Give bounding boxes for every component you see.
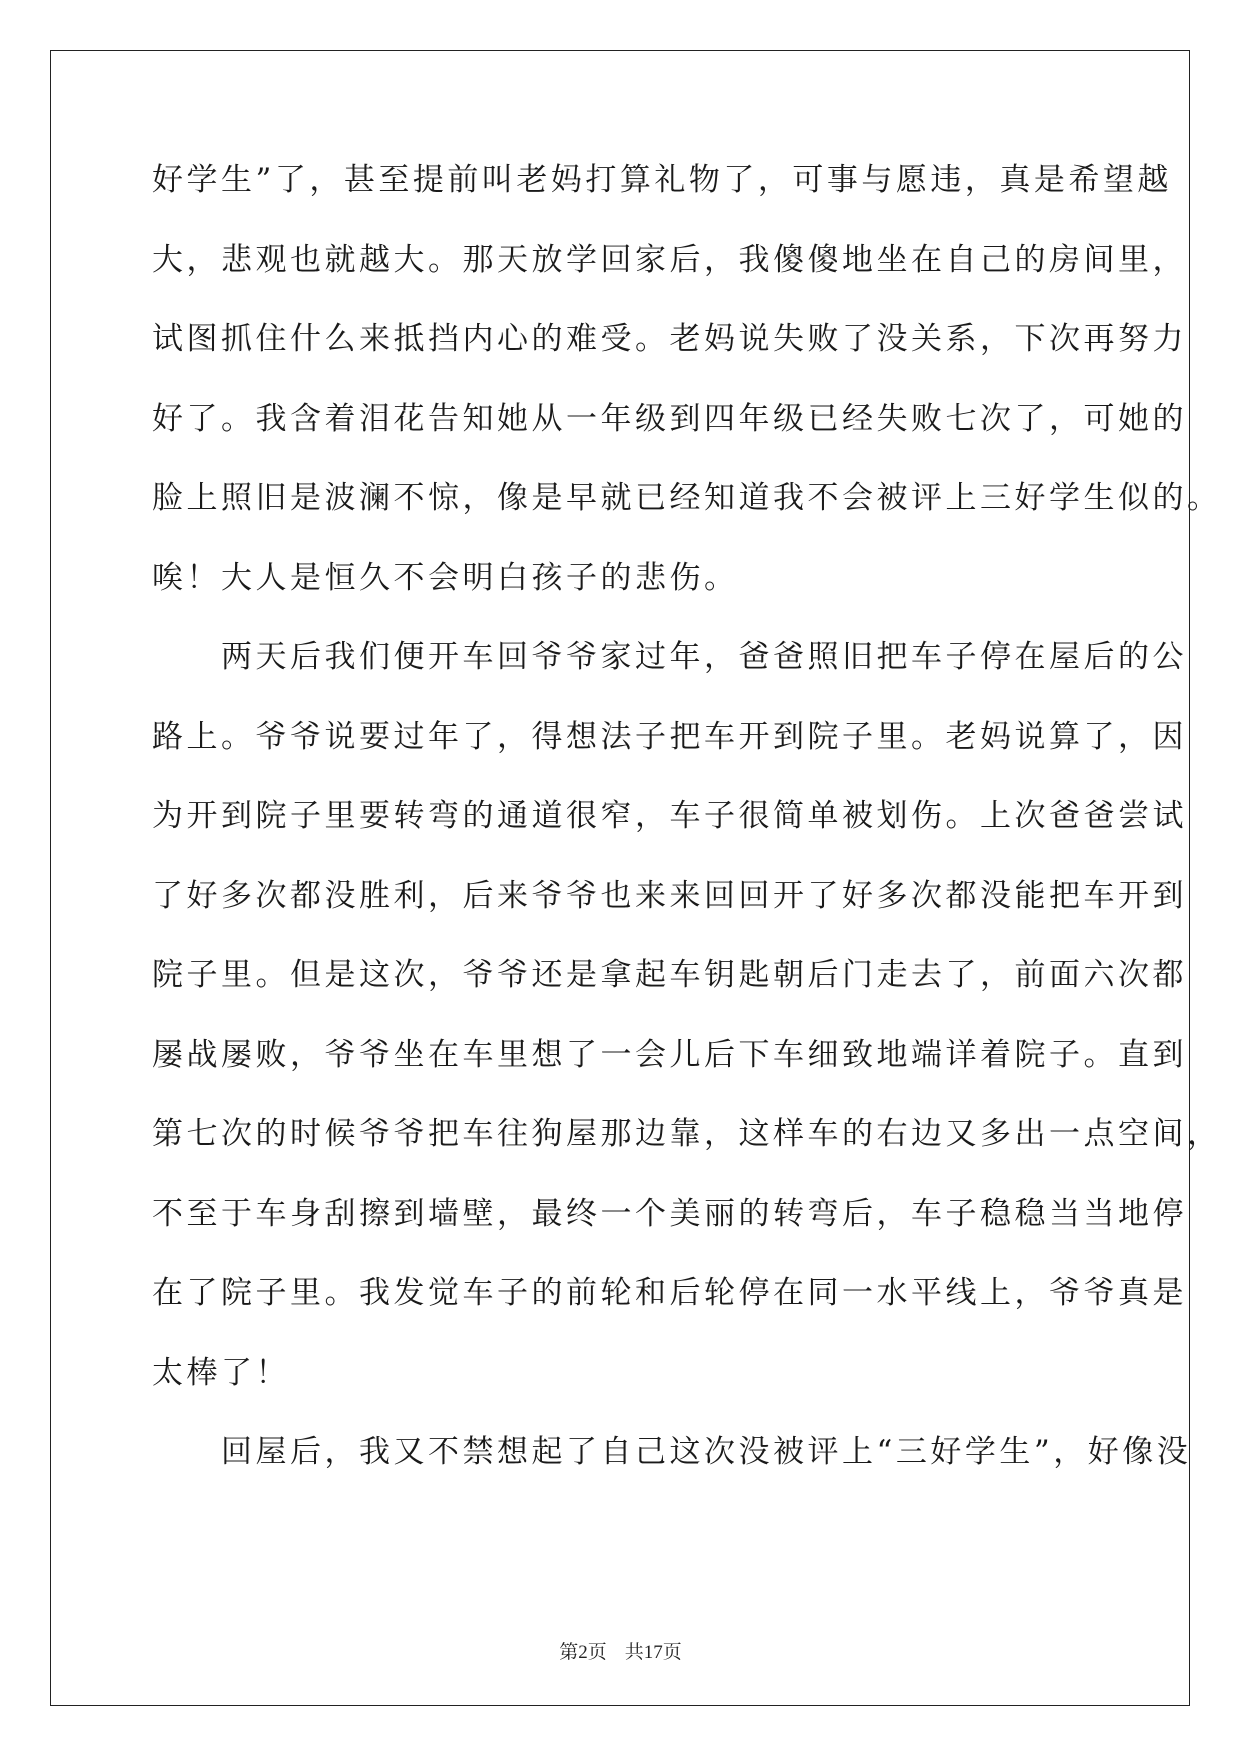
text-line: 了好多次都没胜利，后来爷爷也来来回回开了好多次都没能把车开到 bbox=[152, 877, 1187, 914]
text-line: 为开到院子里要转弯的通道很窄，车子很简单被划伤。上次爸爸尝试 bbox=[152, 798, 1187, 834]
text-line: 路上。爷爷说要过年了，得想法子把车开到院子里。老妈说算了，因 bbox=[152, 718, 1187, 755]
page-number: 第2页 bbox=[559, 1642, 607, 1663]
text-line: 在了院子里。我发觉车子的前轮和后轮停在同一水平线上，爷爷真是 bbox=[152, 1275, 1187, 1311]
text-line: 脸上照旧是波澜不惊，像是早就已经知道我不会被评上三好学生似的。 bbox=[152, 480, 1222, 516]
text-line: 试图抓住什么来抵挡内心的难受。老妈说失败了没关系，下次再努力 bbox=[152, 321, 1187, 357]
document-body bbox=[152, 160, 1222, 1512]
text-line: 回屋后，我又不禁想起了自己这次没被评上“三好学生”，好像没 bbox=[152, 1434, 1192, 1470]
page-total: 共17页 bbox=[624, 1642, 682, 1663]
text-line: 好了。我含着泪花告知她从一年级到四年级已经失败七次了，可她的 bbox=[152, 400, 1187, 437]
text-line: 院子里。但是这次，爷爷还是拿起车钥匙朝后门走去了，前面六次都 bbox=[152, 957, 1187, 993]
text-line: 两天后我们便开车回爷爷家过年，爸爸照旧把车子停在屋后的公 bbox=[152, 639, 1187, 675]
text-line: 大，悲观也就越大。那天放学回家后，我傻傻地坐在自己的房间里， bbox=[152, 241, 1187, 278]
text-line: 不至于车身刮擦到墙壁，最终一个美丽的转弯后，车子稳稳当当地停 bbox=[152, 1195, 1187, 1232]
text-line: 好学生”了，甚至提前叫老妈打算礼物了，可事与愿违，真是希望越 bbox=[152, 162, 1172, 198]
text-line: 唉！大人是恒久不会明白孩子的悲伤。 bbox=[152, 559, 739, 596]
text-line: 太棒了！ bbox=[152, 1354, 290, 1391]
page-footer bbox=[0, 1637, 1241, 1664]
text-line: 屡战屡败，爷爷坐在车里想了一会儿后下车细致地端详着院子。直到 bbox=[152, 1036, 1187, 1073]
text-line: 第七次的时候爷爷把车往狗屋那边靠，这样车的右边又多出一点空间， bbox=[152, 1116, 1222, 1152]
